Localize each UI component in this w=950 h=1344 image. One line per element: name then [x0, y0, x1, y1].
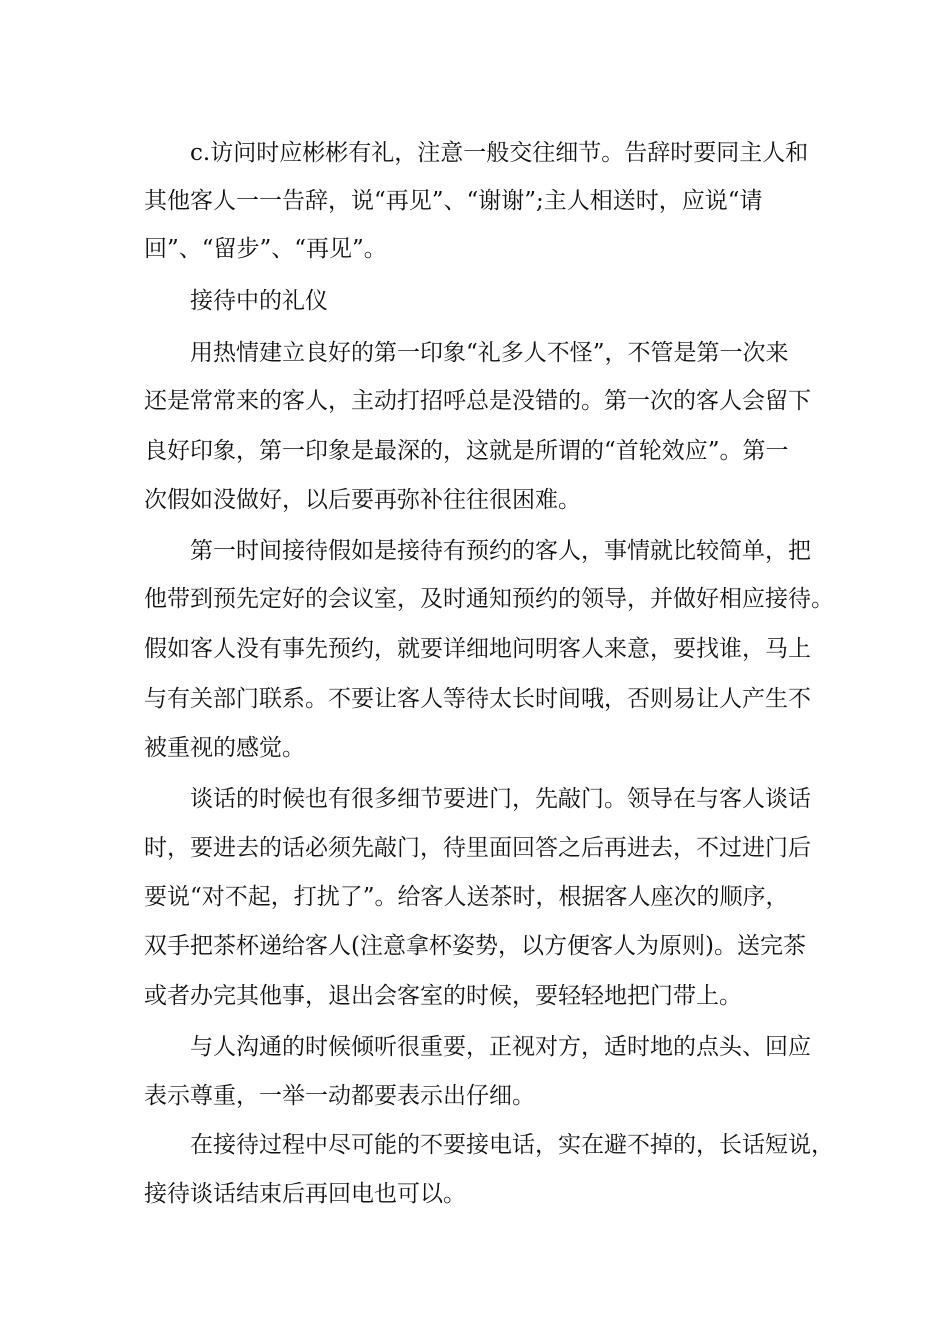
text-line: 要说“对不起，打扰了”。给客人送茶时，根据客人座次的顺序，	[144, 884, 789, 910]
text-line: c.访问时应彬彬有礼，注意一般交往细节。告辞时要同主人和	[190, 140, 809, 166]
text-line: 或者办完其他事，退出会客室的时候，要轻轻地把门带上。	[144, 983, 742, 1009]
text-line: 在接待过程中尽可能的不要接电话，实在避不掉的，长话短说，	[190, 1132, 834, 1158]
text-line: 接待谈话结束后再回电也可以。	[144, 1181, 466, 1207]
text-line: 假如客人没有事先预约，就要详细地问明客人来意，要找谁，马上	[144, 636, 811, 662]
section-heading: 接待中的礼仪	[190, 288, 328, 314]
text-line: 其他客人一一告辞，说“再见”、“谢谢”;主人相送时，应说“请	[144, 188, 763, 214]
text-line: 时，要进去的话必须先敲门，待里面回答之后再进去，不过进门后	[144, 835, 811, 861]
text-line: 第一时间接待假如是接待有预约的客人，事情就比较简单，把	[190, 538, 811, 564]
text-line: 次假如没做好，以后要再弥补往往很困难。	[144, 487, 581, 513]
text-line: 与人沟通的时候倾听很重要，正视对方，适时地的点头、回应	[190, 1034, 811, 1060]
text-line: 与有关部门联系。不要让客人等待太长时间哦，否则易让人产生不	[144, 686, 811, 712]
text-line: 他带到预先定好的会议室，及时通知预约的领导，并做好相应接待。	[144, 586, 834, 612]
text-line: 良好印象，第一印象是最深的，这就是所谓的“首轮效应”。第一	[144, 438, 789, 464]
text-line: 谈话的时候也有很多细节要进门，先敲门。领导在与客人谈话	[190, 786, 811, 812]
text-line: 用热情建立良好的第一印象“礼多人不怪”，不管是第一次来	[190, 340, 789, 366]
text-line: 回”、“留步”、“再见”。	[144, 236, 387, 262]
text-line: 表示尊重，一举一动都要表示出仔细。	[144, 1083, 535, 1109]
text-line: 被重视的感觉。	[144, 735, 305, 761]
text-line: 双手把茶杯递给客人(注意拿杯姿势，以方便客人为原则)。送完茶	[144, 933, 806, 959]
text-line: 还是常常来的客人，主动打招呼总是没错的。第一次的客人会留下	[144, 388, 811, 414]
